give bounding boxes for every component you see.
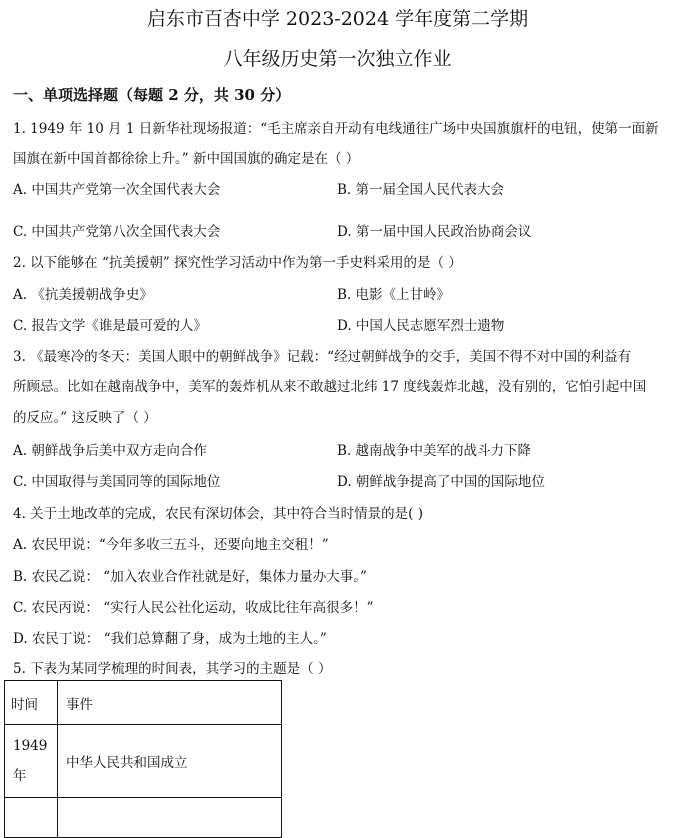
q4-stem: 4. 关于土地改革的完成，农民有深切体会，其中符合当时情景的是( )	[13, 506, 423, 522]
q3-stem-line1: 3. 《最寒冷的冬天：美国人眼中的朝鲜战争》记载：“经过朝鲜战争的交手，美国不得不对中国的利益有	[13, 349, 632, 365]
section-heading: 一、单项选择题（每题 2 分，共 30 分）	[13, 86, 291, 104]
q1-option-d: D. 第一届中国人民政治协商会议	[337, 224, 532, 240]
q5-stem: 5. 下表为某同学梳理的时间表，其学习的主题是（ ）	[13, 661, 332, 677]
q2-stem: 2. 以下能够在 “抗美援朝” 探究性学习活动中作为第一手史料采用的是（ ）	[13, 255, 462, 271]
q4-option-d: D. 农民丁说： “我们总算翻了身，成为土地的主人。”	[13, 631, 327, 647]
q4-option-c: C. 农民丙说： “实行人民公社化运动，收成比往年高很多！”	[13, 600, 374, 616]
q2-option-c: C. 报告文学《谁是最可爱的人》	[13, 318, 207, 334]
table-cell-year	[5, 725, 58, 798]
table-header-time: 时间	[5, 681, 58, 725]
q3-option-b: B. 越南战争中美军的战斗力下降	[337, 443, 532, 459]
q1-stem-line1: 1. 1949 年 10 月 1 日新华社现场报道：“毛主席亲自开动有电线通往广场中央国旗旗杆的电钮，使第一面新	[13, 121, 659, 137]
q3-stem-line2: 所顾忌。比如在越南战争中，美军的轰炸机从来不敢越过北纬 17 度线轰炸北越，没有别的，它怕引起中国	[13, 379, 647, 395]
q3-option-c: C. 中国取得与美国同等的国际地位	[13, 474, 221, 490]
q2-option-a: A. 《抗美援朝战争史》	[13, 287, 153, 303]
year-number: 1949	[13, 738, 48, 754]
q3-option-d: D. 朝鲜战争提高了中国的国际地位	[337, 474, 545, 490]
q4-option-a: A. 农民甲说：“今年多收三五斗，还要向地主交租！”	[13, 537, 329, 553]
q3-option-a: A. 朝鲜战争后美中双方走向合作	[13, 443, 207, 459]
q1-option-c: C. 中国共产党第八次全国代表大会	[13, 224, 221, 240]
q1-option-a: A. 中国共产党第一次全国代表大会	[13, 182, 221, 198]
q1-option-b: B. 第一届全国人民代表大会	[337, 182, 505, 198]
table-header-row	[5, 681, 282, 725]
table-header-event: 事件	[58, 681, 282, 725]
q1-stem-line2: 国旗在新中国首都徐徐上升。” 新中国国旗的确定是在（ ）	[13, 151, 360, 167]
q2-option-d: D. 中国人民志愿军烈士遗物	[337, 318, 505, 334]
paper-title: 启东市百杏中学 2023-2024 学年度第二学期	[146, 8, 529, 30]
table-row	[5, 725, 282, 798]
paper-subtitle: 八年级历史第一次独立作业	[223, 48, 452, 70]
q2-option-b: B. 电影《上甘岭》	[337, 287, 451, 303]
table-cell-empty	[58, 798, 282, 838]
table-row-partial	[5, 798, 282, 838]
table-cell-event: 中华人民共和国成立	[58, 725, 282, 798]
year-suffix: 年	[13, 768, 27, 784]
q4-option-b: B. 农民乙说： “加入农业合作社就是好，集体力量办大事。”	[13, 569, 367, 585]
timeline-table	[4, 680, 282, 838]
table-cell-empty	[5, 798, 58, 838]
q3-stem-line3: 的反应。” 这反映了（ ）	[13, 410, 157, 426]
